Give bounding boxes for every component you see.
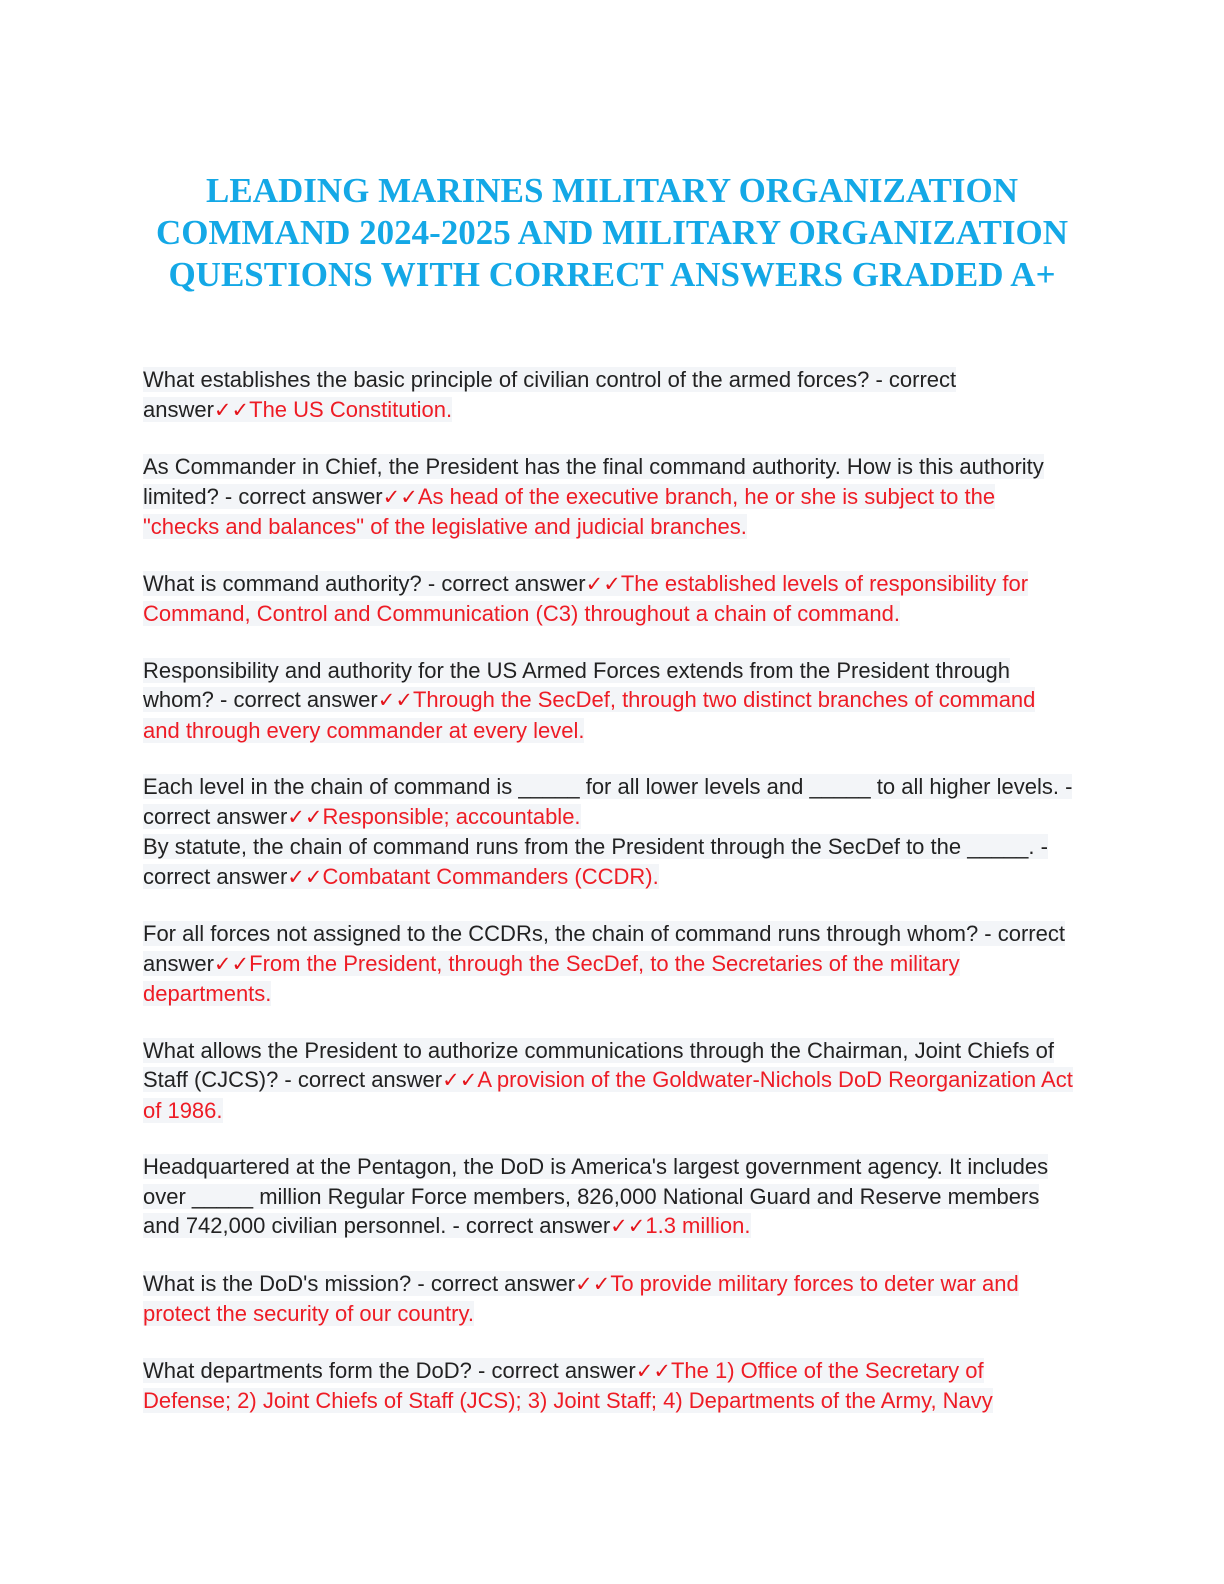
- qa-item: [143, 569, 1073, 629]
- answer-text: From the President, through the SecDef, to the Secretaries of the military departments.: [143, 950, 960, 1006]
- qa-highlight: [143, 1358, 993, 1414]
- answer-text: The 1) Office of the Secretary of Defense; 2) Joint Chiefs of Staff (JCS); 3) Joint Staff; 4) Departments of the Army, Navy: [143, 1357, 993, 1413]
- qa-highlight: [143, 367, 956, 422]
- question-text: For all forces not assigned to the CCDRs, the chain of command runs through whom? - correct answer: [143, 921, 1065, 976]
- check-mark-icon: ✓✓: [213, 397, 250, 422]
- qa-highlight: [143, 1271, 1019, 1327]
- answer-text: Through the SecDef, through two distinct branches of command and through every commander at every level.: [143, 687, 1036, 743]
- qa-highlight: [143, 454, 1044, 539]
- qa-highlight: [143, 834, 1048, 889]
- check-mark-icon: ✓✓: [610, 1214, 646, 1238]
- answer-text: The US Constitution.: [249, 396, 453, 422]
- answer-text: 1.3 million.: [645, 1213, 751, 1238]
- qa-item: [143, 1152, 1073, 1242]
- question-text: By statute, the chain of command runs from the President through the SecDef to the _____. - correct answer: [143, 834, 1048, 889]
- qa-item: [143, 452, 1073, 542]
- check-mark-icon: ✓✓: [585, 571, 621, 596]
- check-mark-icon: ✓✓: [377, 688, 413, 712]
- qa-highlight: [143, 1038, 1073, 1123]
- question-text: What establishes the basic principle of civilian control of the armed forces? - correct answer: [143, 367, 957, 422]
- check-mark-icon: ✓✓: [382, 484, 418, 509]
- check-mark-icon: ✓✓: [287, 864, 323, 889]
- qa-highlight: [143, 774, 1072, 829]
- check-mark-icon: ✓✓: [287, 804, 323, 829]
- answer-text: The established levels of responsibility for Command, Control and Communication (C3) throughout a chain of command.: [143, 570, 1029, 626]
- check-mark-icon: ✓✓: [213, 951, 250, 976]
- qa-item: [143, 1356, 1073, 1416]
- qa-item: [143, 1036, 1073, 1126]
- question-text: What is the DoD's mission? - correct answer: [143, 1270, 576, 1296]
- qa-item: [143, 656, 1073, 746]
- qa-list: [143, 365, 1073, 1443]
- qa-highlight: [143, 921, 1065, 1006]
- answer-text: Combatant Commanders (CCDR).: [322, 863, 659, 889]
- check-mark-icon: ✓✓: [635, 1358, 671, 1383]
- answer-text: A provision of the Goldwater-Nichols DoD Reorganization Act of 1986.: [143, 1067, 1073, 1123]
- question-text: Each level in the chain of command is _____ for all lower levels and _____ to all higher levels. - correct answer: [143, 774, 1073, 829]
- question-text: What allows the President to authorize communications through the Chairman, Joint Chiefs of Staff (CJCS)? - correct answer: [143, 1037, 1055, 1092]
- qa-item: [143, 1269, 1073, 1329]
- question-text: Responsibility and authority for the US Armed Forces extends from the President through whom? - correct answer: [143, 657, 1010, 712]
- check-mark-icon: ✓✓: [442, 1068, 478, 1092]
- check-mark-icon: ✓✓: [575, 1271, 611, 1296]
- qa-highlight: [143, 571, 1028, 627]
- answer-text: To provide military forces to deter war and protect the security of our country.: [143, 1270, 1019, 1326]
- qa-item: [143, 772, 1073, 832]
- qa-highlight: [143, 1154, 1048, 1238]
- qa-item: [143, 365, 1073, 425]
- question-text: As Commander in Chief, the President has the final command authority. How is this authority limited? - correct answer: [143, 454, 1044, 509]
- question-text: Headquartered at the Pentagon, the DoD is America's largest government agency. It includes over _____ million Regular Force members, 826,000 National Guard and Reserve members and 742,000 civilian personnel. - correct answer: [143, 1154, 1049, 1238]
- document-title: LEADING MARINES MILITARY ORGANIZATION COMMAND 2024-2025 AND MILITARY ORGANIZATION QUESTIONS WITH CORRECT ANSWERS GRADED A+: [156, 171, 1068, 294]
- qa-item: [143, 832, 1073, 892]
- answer-text: As head of the executive branch, he or she is subject to the "checks and balances" of the legislative and judicial branches.: [143, 483, 996, 539]
- qa-highlight: [143, 658, 1035, 743]
- question-text: What departments form the DoD? - correct answer: [143, 1357, 636, 1383]
- qa-item: [143, 919, 1073, 1009]
- answer-text: Responsible; accountable.: [322, 803, 581, 829]
- question-text: What is command authority? - correct answer: [143, 570, 586, 596]
